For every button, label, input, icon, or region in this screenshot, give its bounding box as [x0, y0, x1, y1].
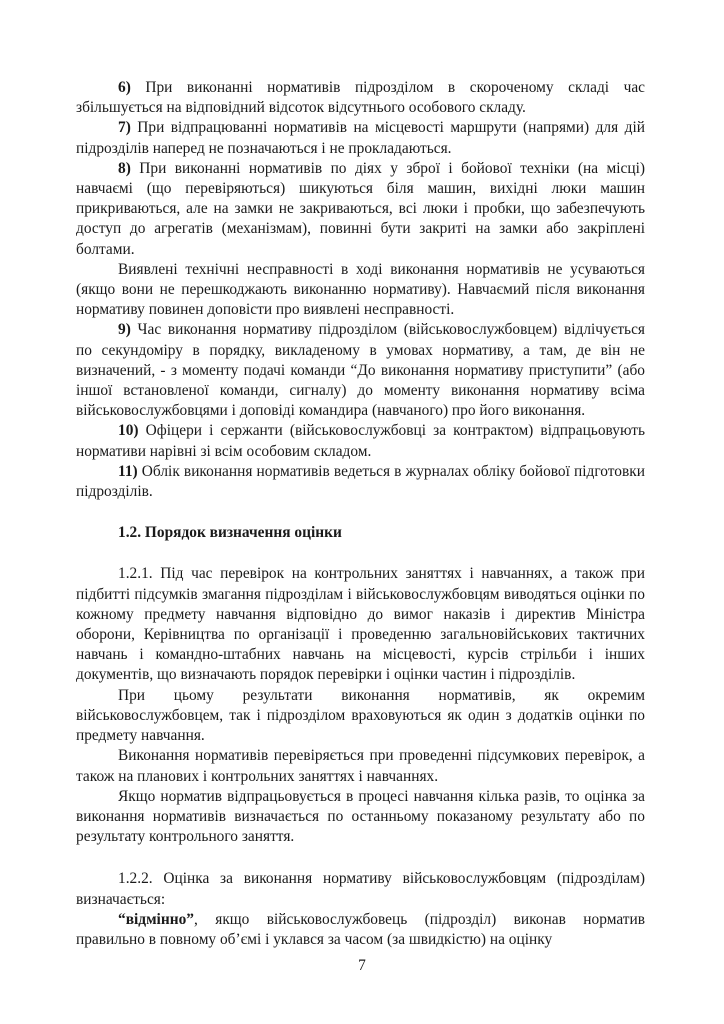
section-paragraph-1-2-2: 1.2.2. Оцінка за виконання нормативу військовослужбовцям (підрозділам) визначається: [76, 870, 645, 908]
section-paragraph: При цьому результати виконання нормативів, як окремим військовослужбовцем, так і підрозділом враховуються як один з додатків оцінки по предмету навчання. [76, 686, 645, 745]
item-number: 11) [118, 462, 138, 480]
item-number: 9) [118, 321, 131, 339]
item-text: При відпрацюванні нормативів на місцевості маршрути (напрями) для дій підрозділів наперед не позначаються і не прокладаються. [76, 119, 645, 157]
section-heading: 1.2. Порядок визначення оцінки [118, 524, 342, 542]
rule-item-8-continuation [76, 260, 645, 321]
grade-excellent-paragraph [76, 910, 645, 950]
item-number: 8) [118, 159, 131, 177]
section-paragraph: Якщо норматив відпрацьовується в процесі навчання кілька разів, то оцінка за виконання нормативів визначається по останньому показаному результату або по результату контрольного заняття. [76, 787, 645, 846]
item-text: Виявлені технічні несправності в ході виконання нормативів не усуваються (якщо вони не перешкоджають виконанню нормативу). Навчаємий після виконання нормативу повинен доповісти про виявлені несправності. [76, 260, 645, 319]
grade-text: , якщо військовослужбовець (підрозділ) виконав норматив правильно в повному об’ємі і уклався за часом (за швидкістю) на оцінку [76, 910, 645, 948]
rule-item-9 [76, 320, 645, 421]
rule-item-8 [76, 159, 645, 260]
item-text: Час виконання нормативу підрозділом (військовослужбовцем) відлічується по секундоміру в порядку, викладеному в умовах нормативу, а там, де він не визначений, - з моменту подачі команди “До виконання нормативу приступити” (або іншої встановленої команди, сигналу) до моменту виконання нормативу всіма військовослужбовцями і доповіді командира (навчаного) про його виконання. [76, 321, 645, 420]
rule-item-6 [76, 78, 645, 118]
grade-term: “відмінно” [118, 910, 194, 928]
section-paragraph: Виконання нормативів перевіряється при проведенні підсумкових перевірок, а також на планових і контрольних заняттях і навчаннях. [76, 747, 645, 785]
section-paragraph-1-2-1: 1.2.1. Під час перевірок на контрольних заняттях і навчаннях, а також при підбитті підсумків змагання підрозділам і військовослужбовцям виводяться оцінки по кожному предмету навчання відповідно до вимог наказів і директив Міністра оборони, Керівництва по організації і проведенню загальновійськових тактичних навчань і командно-штабних навчань на місцевості, курсів стрільби і інших документів, що визначають порядок перевірки і оцінки частин і підрозділів. [76, 565, 645, 684]
page-number: 7 [358, 957, 366, 974]
item-number: 6) [118, 79, 131, 96]
item-text: Облік виконання нормативів ведеться в журналах обліку бойової підготовки підрозділів. [76, 462, 645, 501]
item-number: 10) [118, 422, 139, 440]
rule-item-11 [76, 462, 645, 502]
item-text: Офіцери і сержанти (військовослужбовці за контрактом) відпрацьовують нормативи нарівні зі всім особовим складом. [76, 422, 645, 460]
item-number: 7) [118, 119, 131, 137]
item-text: При виконанні нормативів підрозділом в скороченому складі час збільшується на відповідний відсоток відсутнього особового складу. [76, 79, 645, 117]
rule-item-10 [76, 421, 645, 461]
page-body [76, 78, 645, 950]
item-text: При виконанні нормативів по діях у зброї і бойової техніки (на місці) навчаємі (що перевіряються) шикуються біля машин, вихідні люки машин прикриваються, але на замки не закриваються, всі люки і пробки, що забезпечують доступ до агрегатів (механізмам), повинні бути закриті на замки або закріплені болтами. [76, 159, 645, 258]
rule-item-7 [76, 118, 645, 158]
